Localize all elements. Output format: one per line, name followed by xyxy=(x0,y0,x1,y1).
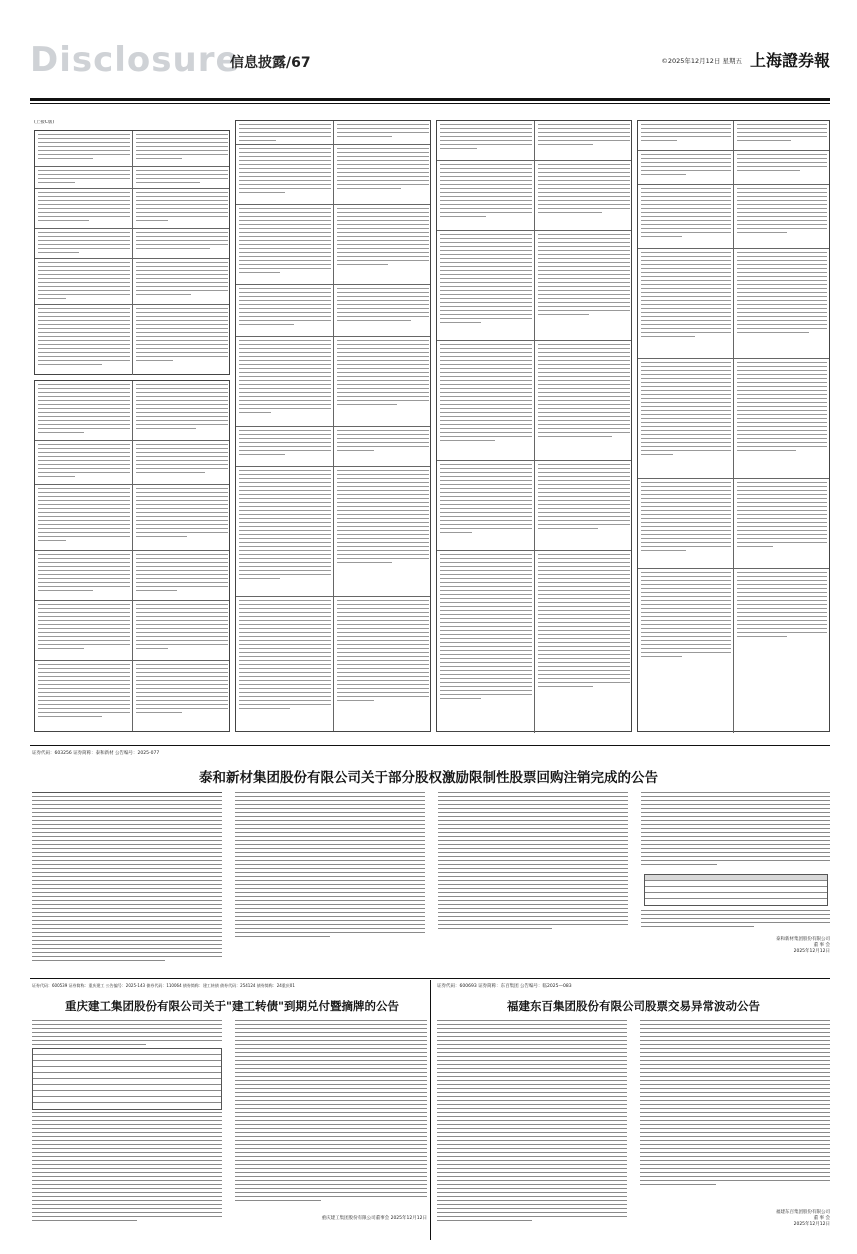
body-column-2 xyxy=(640,1020,830,1188)
page-section-title: 信息披露/67 xyxy=(230,55,311,71)
body-column-4-tail xyxy=(641,910,830,930)
amendment-table-4 xyxy=(436,120,632,732)
announcement-2-code-line: 证券代码：600539 证券简称：重庆建工 公告编号：2025-143 债券代码：110064 债券简称：建工转债 债券代码：254124 债券简称：24重庆01 xyxy=(32,983,295,988)
announcement-3-signoff xyxy=(640,1210,830,1228)
announcement-3-title: 福建东百集团股份有限公司股票交易异常波动公告 xyxy=(507,999,760,1013)
announcement-1-body xyxy=(32,792,830,972)
body-column-2 xyxy=(235,792,425,940)
signoff-date: 2025年12月12日 xyxy=(793,1222,830,1227)
body-column-1 xyxy=(32,1020,222,1048)
section-divider xyxy=(30,978,830,979)
masthead-rule-thin xyxy=(30,103,830,104)
masthead xyxy=(30,36,830,98)
body-column-4 xyxy=(641,792,830,868)
announcement-2-signoff: 重庆建工集团股份有限公司董事会 2025年12月12日 xyxy=(321,1216,427,1221)
announcement-2-body xyxy=(32,1020,427,1228)
amendment-table-3 xyxy=(235,120,431,732)
amendment-table-2 xyxy=(34,380,230,732)
masthead-rule xyxy=(30,98,830,101)
body-column-3 xyxy=(438,792,628,932)
signoff-board: 董 事 会 xyxy=(813,1216,830,1221)
signoff-board: 董 事 会 xyxy=(813,943,830,948)
body-column-1 xyxy=(32,792,222,964)
continued-label: (上接C版) xyxy=(34,120,55,125)
signoff-date: 2025年12月12日 xyxy=(793,949,830,954)
amendment-table-1 xyxy=(34,130,230,375)
bond-info-table xyxy=(32,1048,222,1110)
section-brand: Disclosure xyxy=(30,40,240,80)
column-divider xyxy=(430,980,431,1240)
newspaper-logo: 上海證券報 xyxy=(749,51,830,70)
upper-section xyxy=(30,118,830,738)
body-column-2 xyxy=(235,1020,427,1204)
dateline: ©2025年12月12日 星期五 xyxy=(661,57,742,65)
signoff-company: 福建东百集团股份有限公司 xyxy=(776,1210,830,1215)
share-change-table xyxy=(644,874,828,906)
body-column-1-tail xyxy=(32,1112,222,1224)
announcement-3-body xyxy=(437,1020,830,1230)
amendment-table-5 xyxy=(637,120,830,732)
body-column-1 xyxy=(437,1020,627,1224)
signoff-company: 泰和新材集团股份有限公司 xyxy=(776,937,830,942)
announcement-1-code-line: 证券代码：603256 证券简称：泰和新材 公告编号：2025-077 xyxy=(32,751,160,756)
section-divider xyxy=(30,745,830,746)
announcement-2-title: 重庆建工集团股份有限公司关于"建工转债"到期兑付暨摘牌的公告 xyxy=(65,999,399,1013)
announcement-3-code-line: 证券代码：600693 证券简称：东百集团 公告编号：临2025—083 xyxy=(437,984,572,989)
announcement-1-signoff xyxy=(641,937,830,955)
announcement-1-title: 泰和新材集团股份有限公司关于部分股权激励限制性股票回购注销完成的公告 xyxy=(199,770,658,786)
